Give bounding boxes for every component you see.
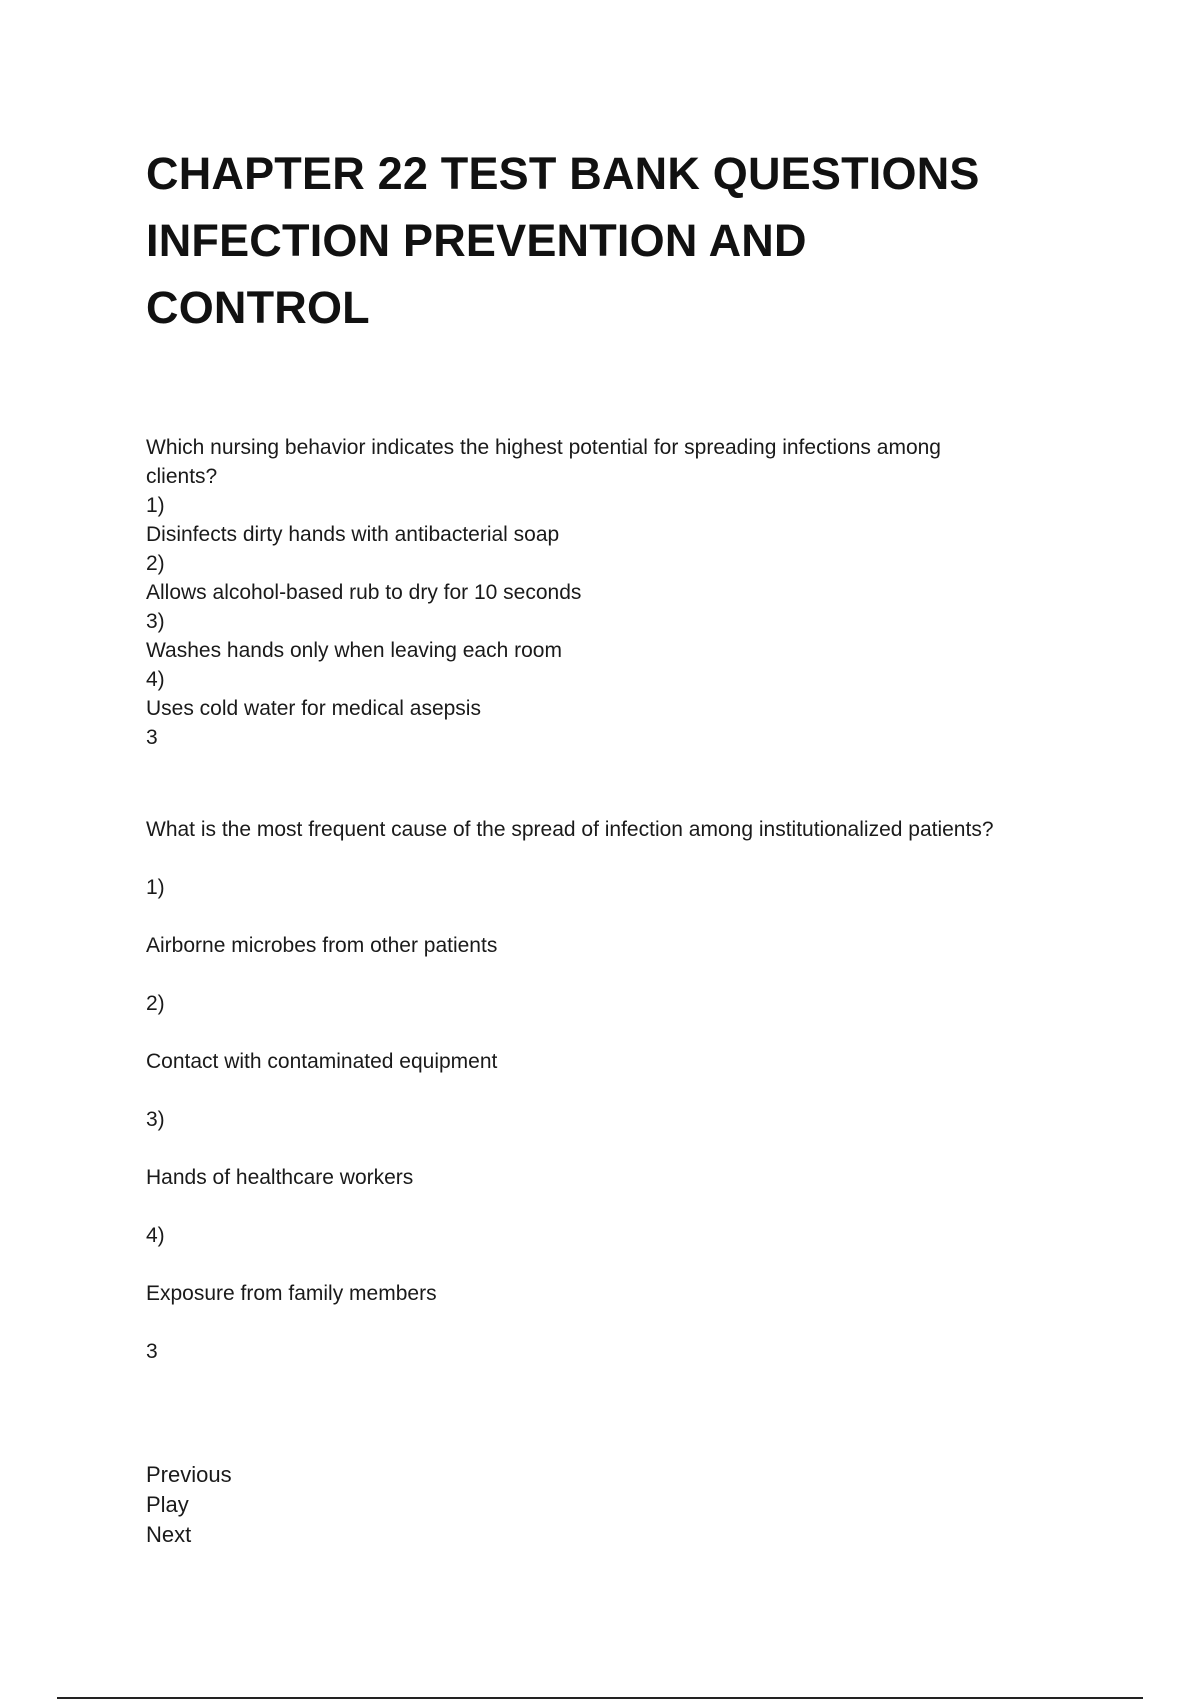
question-stem: Which nursing behavior indicates the highest potential for spreading infections among bbox=[146, 436, 941, 459]
option-number: 3) bbox=[146, 610, 165, 633]
question-2 bbox=[146, 815, 1106, 1395]
option-number: 2) bbox=[146, 552, 165, 575]
answer-key: 3 bbox=[146, 1340, 158, 1363]
option-text: Washes hands only when leaving each room bbox=[146, 639, 562, 662]
option-text: Uses cold water for medical asepsis bbox=[146, 697, 481, 720]
option-text: Airborne microbes from other patients bbox=[146, 934, 498, 957]
option-text: Allows alcohol-based rub to dry for 10 seconds bbox=[146, 581, 582, 604]
option-text: Hands of healthcare workers bbox=[146, 1166, 414, 1189]
option-number: 1) bbox=[146, 494, 165, 517]
option-number: 4) bbox=[146, 668, 165, 691]
question-1 bbox=[146, 433, 1046, 752]
answer-key: 3 bbox=[146, 726, 158, 749]
page-title bbox=[146, 140, 1076, 341]
play-link[interactable]: Play bbox=[146, 1492, 189, 1517]
footer-divider bbox=[57, 1697, 1143, 1699]
previous-link[interactable]: Previous bbox=[146, 1462, 232, 1487]
title-line: CONTROL bbox=[146, 282, 370, 333]
option-number: 4) bbox=[146, 1224, 165, 1247]
option-number: 3) bbox=[146, 1108, 165, 1131]
option-number: 1) bbox=[146, 876, 165, 899]
slideshow-navigation bbox=[146, 1460, 232, 1550]
title-line: CHAPTER 22 TEST BANK QUESTIONS bbox=[146, 148, 980, 199]
option-text: Exposure from family members bbox=[146, 1282, 437, 1305]
option-text: Contact with contaminated equipment bbox=[146, 1050, 498, 1073]
option-text: Disinfects dirty hands with antibacterial soap bbox=[146, 523, 560, 546]
question-stem: clients? bbox=[146, 465, 218, 488]
title-line: INFECTION PREVENTION AND bbox=[146, 215, 807, 266]
next-link[interactable]: Next bbox=[146, 1522, 192, 1547]
question-stem: What is the most frequent cause of the spread of infection among institutionalized patients? bbox=[146, 818, 994, 841]
option-number: 2) bbox=[146, 992, 165, 1015]
